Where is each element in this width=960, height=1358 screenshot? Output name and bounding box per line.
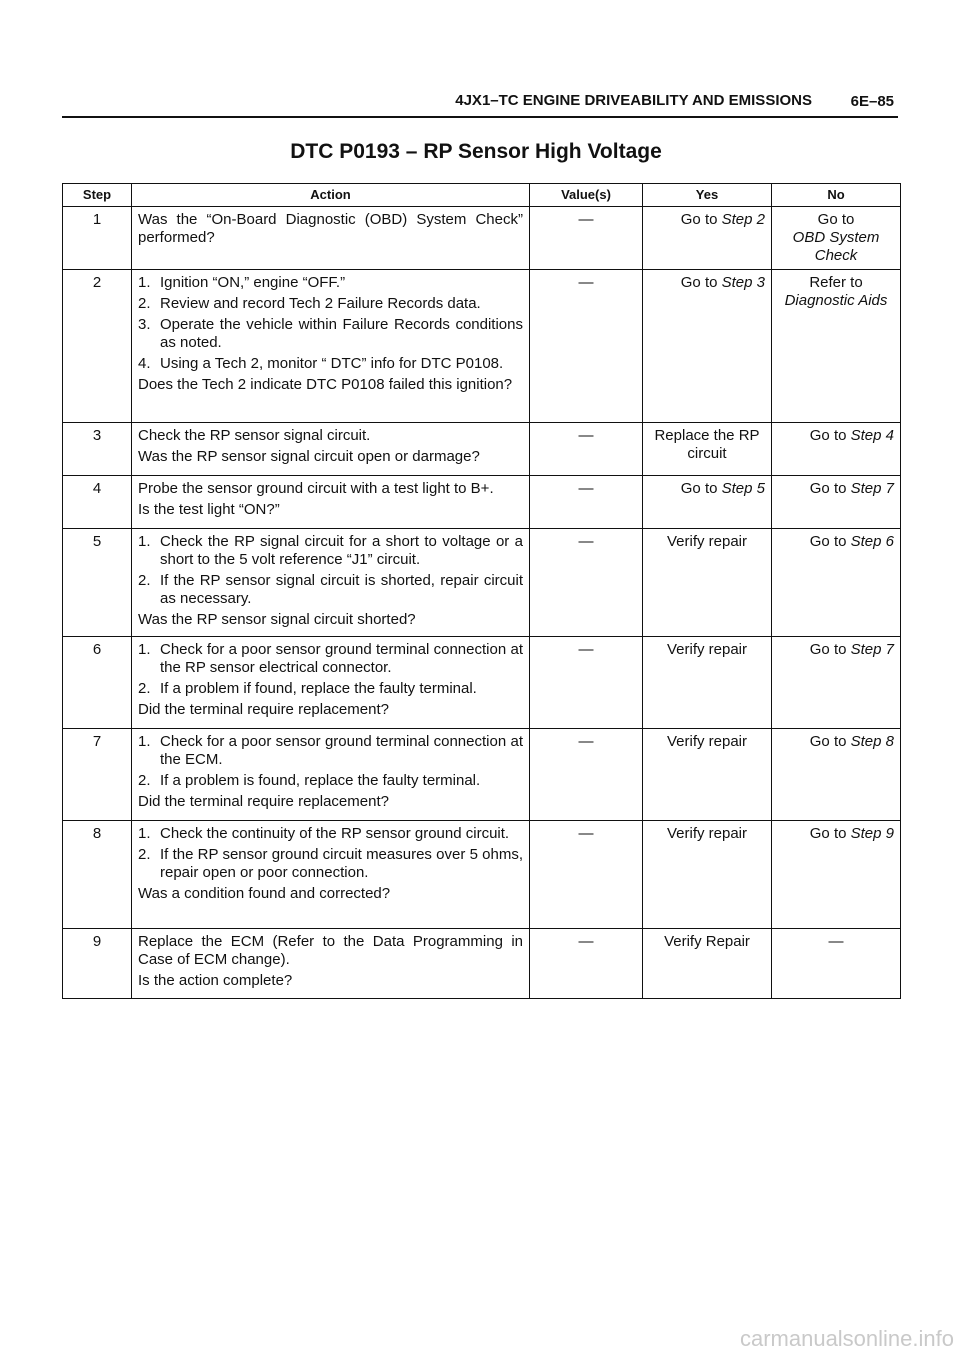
action-item-number: 1. [138, 274, 151, 291]
table-row [63, 821, 901, 929]
action-text: Check the RP sensor signal circuit. [138, 427, 371, 444]
action-item-text: Ignition “ON,” engine “OFF.” [160, 274, 346, 291]
action-item [138, 316, 523, 352]
page-header [62, 88, 898, 118]
value-cell: — [530, 270, 643, 423]
action-item [138, 274, 523, 292]
table-header-row [63, 184, 901, 207]
action-item-text: If a problem is found, replace the faulty terminal. [160, 772, 481, 789]
action-item-text: Check for a poor sensor ground terminal connection at the RP sensor electrical connector. [160, 641, 523, 676]
value-cell: — [530, 207, 643, 270]
no-text: Go to [809, 533, 851, 550]
action-item [138, 295, 523, 313]
action-cell [132, 821, 530, 929]
yes-step-reference: Step 2 [721, 211, 765, 228]
no-step-reference: Step 7 [850, 480, 894, 497]
value-cell: — [530, 529, 643, 637]
step-number: 4 [63, 476, 132, 529]
step-number: 6 [63, 637, 132, 729]
yes-cell [643, 423, 772, 476]
yes-text: Verify repair [666, 533, 748, 550]
value-cell: — [530, 637, 643, 729]
action-item-text: If a problem if found, replace the faulty terminal. [160, 680, 477, 697]
no-cell [772, 929, 901, 999]
action-item [138, 680, 523, 698]
yes-step-reference: Step 5 [721, 480, 765, 497]
action-item-text: If the RP sensor ground circuit measures over 5 ohms, repair open or poor connection. [160, 846, 523, 881]
action-question: Was the RP sensor signal circuit open or darmage? [138, 448, 480, 465]
action-item [138, 572, 523, 608]
no-text: Go to [817, 211, 855, 228]
action-cell [132, 729, 530, 821]
action-text: Replace the ECM (Refer to the Data Programming in Case of ECM change). [138, 933, 523, 968]
action-item [138, 772, 523, 790]
yes-text: Go to [680, 211, 722, 228]
no-cell [772, 207, 901, 270]
action-question: Is the test light “ON?” [138, 501, 280, 518]
yes-cell [643, 929, 772, 999]
no-text: Go to [809, 825, 851, 842]
action-item [138, 641, 523, 677]
page-title: DTC P0193 – RP Sensor High Voltage [290, 140, 662, 163]
action-item [138, 533, 523, 569]
no-text: Go to [809, 733, 851, 750]
action-cell [132, 929, 530, 999]
action-cell [132, 270, 530, 423]
no-step-reference: OBD System Check [792, 229, 880, 264]
action-item-text: Check the continuity of the RP sensor ground circuit. [160, 825, 510, 842]
no-cell [772, 423, 901, 476]
action-question: Was the RP sensor signal circuit shorted? [138, 611, 416, 628]
action-item-number: 3. [138, 316, 151, 333]
action-item-number: 2. [138, 572, 151, 589]
no-cell [772, 476, 901, 529]
yes-text: Verify repair [666, 641, 748, 658]
action-item-number: 1. [138, 733, 151, 750]
yes-text: Verify repair [666, 825, 748, 842]
yes-text: Go to [680, 274, 722, 291]
value-cell: — [530, 423, 643, 476]
no-text: Go to [809, 641, 851, 658]
no-cell [772, 637, 901, 729]
no-cell [772, 529, 901, 637]
action-question: Did the terminal require replacement? [138, 701, 389, 718]
step-number: 9 [63, 929, 132, 999]
yes-step-reference: Step 3 [721, 274, 765, 291]
value-cell: — [530, 729, 643, 821]
action-cell [132, 637, 530, 729]
page-number: 6E–85 [850, 93, 894, 110]
action-cell [132, 476, 530, 529]
yes-cell [643, 270, 772, 423]
no-text: Go to [809, 427, 851, 444]
no-step-reference: Step 8 [850, 733, 894, 750]
no-text: Refer to [809, 274, 863, 291]
value-cell: — [530, 929, 643, 999]
column-header-no: No [772, 184, 901, 207]
step-number: 3 [63, 423, 132, 476]
action-question: Did the terminal require replacement? [138, 793, 389, 810]
yes-text: Go to [680, 480, 722, 497]
yes-cell [643, 529, 772, 637]
action-item-number: 2. [138, 680, 151, 697]
action-text: Probe the sensor ground circuit with a test light to B+. [138, 480, 494, 497]
table-row [63, 423, 901, 476]
action-item [138, 825, 523, 843]
step-number: 5 [63, 529, 132, 637]
action-item-number: 1. [138, 641, 151, 658]
column-header-action: Action [132, 184, 530, 207]
column-header-yes: Yes [643, 184, 772, 207]
table-row [63, 270, 901, 423]
yes-cell [643, 821, 772, 929]
action-item [138, 846, 523, 882]
watermark: carmanualsonline.info [739, 1326, 954, 1351]
step-number: 7 [63, 729, 132, 821]
action-item-text: Using a Tech 2, monitor “ DTC” info for DTC P0108. [160, 355, 504, 372]
table-row [63, 529, 901, 637]
table-row [63, 476, 901, 529]
no-cell [772, 821, 901, 929]
no-cell [772, 270, 901, 423]
yes-cell [643, 729, 772, 821]
diagnostic-table [62, 183, 901, 999]
action-item-number: 2. [138, 846, 151, 863]
no-step-reference: Step 4 [850, 427, 894, 444]
no-step-reference: Step 9 [850, 825, 894, 842]
column-header-values: Value(s) [530, 184, 643, 207]
step-number: 2 [63, 270, 132, 423]
action-cell [132, 529, 530, 637]
value-cell: — [530, 476, 643, 529]
action-item-number: 1. [138, 825, 151, 842]
no-text: Go to [809, 480, 851, 497]
no-step-reference: Step 6 [850, 533, 894, 550]
action-item-text: If the RP sensor signal circuit is shorted, repair circuit as necessary. [160, 572, 523, 607]
yes-text: Verify repair [666, 733, 748, 750]
step-number: 8 [63, 821, 132, 929]
yes-cell [643, 476, 772, 529]
yes-text: Replace the RP circuit [654, 427, 760, 462]
table-row [63, 729, 901, 821]
action-cell [132, 207, 530, 270]
yes-cell [643, 207, 772, 270]
action-item [138, 733, 523, 769]
action-text: Was the “On-Board Diagnostic (OBD) System Check” performed? [138, 211, 523, 246]
table-row [63, 637, 901, 729]
no-step-reference: Diagnostic Aids [784, 292, 888, 309]
action-item-number: 4. [138, 355, 151, 372]
action-item [138, 355, 523, 373]
action-item-text: Check for a poor sensor ground terminal connection at the ECM. [160, 733, 523, 768]
yes-cell [643, 637, 772, 729]
table-row [63, 929, 901, 999]
action-cell [132, 423, 530, 476]
no-text: — [828, 933, 844, 950]
action-item-text: Review and record Tech 2 Failure Records data. [160, 295, 481, 312]
action-item-number: 1. [138, 533, 151, 550]
section-title: 4JX1–TC ENGINE DRIVEABILITY AND EMISSIONS [455, 92, 812, 109]
action-question: Was a condition found and corrected? [138, 885, 391, 902]
table-row [63, 207, 901, 270]
no-step-reference: Step 7 [850, 641, 894, 658]
step-number: 1 [63, 207, 132, 270]
no-cell [772, 729, 901, 821]
yes-text: Verify Repair [664, 933, 750, 950]
value-cell: — [530, 821, 643, 929]
column-header-step: Step [63, 184, 132, 207]
action-question: Is the action complete? [138, 972, 293, 989]
action-item-text: Check the RP signal circuit for a short to voltage or a short to the 5 volt reference “J1” circuit. [160, 533, 523, 568]
action-item-number: 2. [138, 295, 151, 312]
action-question: Does the Tech 2 indicate DTC P0108 failed this ignition? [138, 376, 513, 393]
action-item-number: 2. [138, 772, 151, 789]
action-item-text: Operate the vehicle within Failure Records conditions as noted. [160, 316, 523, 351]
